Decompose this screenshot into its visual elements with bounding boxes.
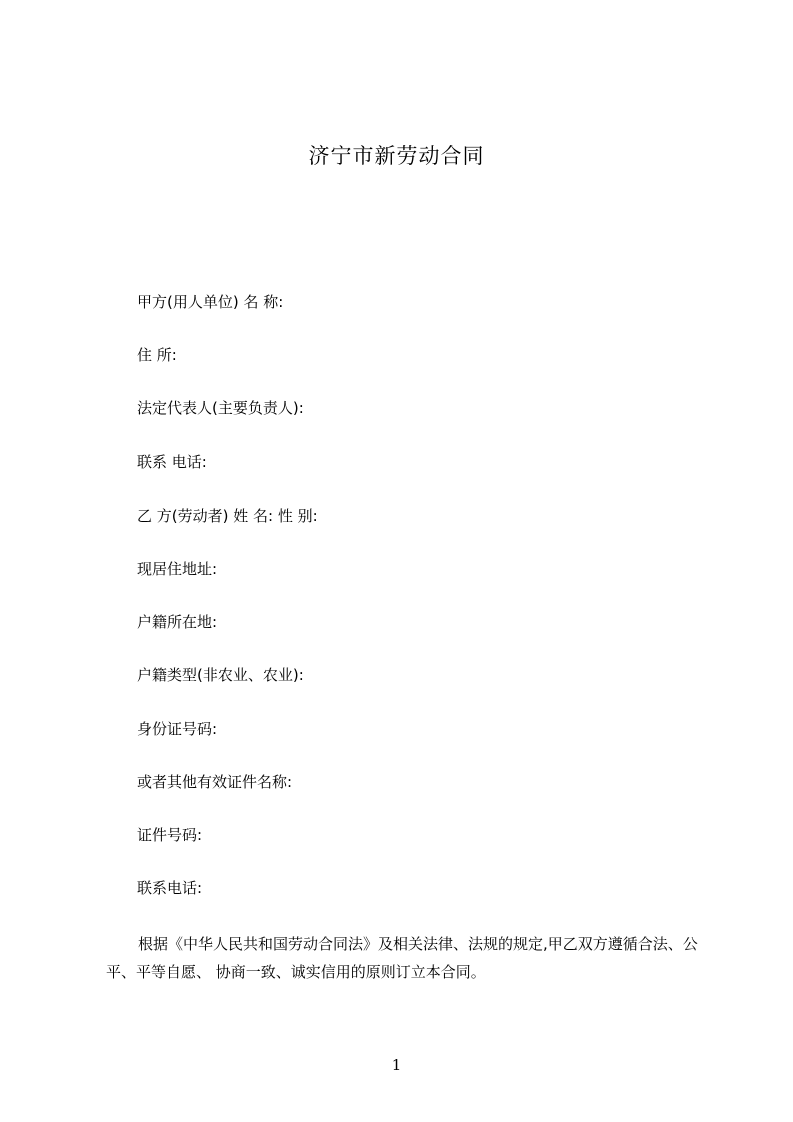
field-employee-name-gender: 乙 方(劳动者) 姓 名: 性 别: [137, 507, 318, 525]
field-other-id-name: 或者其他有效证件名称: [137, 773, 293, 791]
field-legal-representative: 法定代表人(主要负责人): [137, 399, 304, 417]
document-title: 济宁市新劳动合同 [308, 144, 485, 168]
field-employer-address: 住 所: [137, 346, 177, 364]
field-current-address: 现居住地址: [137, 560, 218, 578]
contract-preamble: 根据《中华人民共和国劳动合同法》及相关法律、法规的规定,甲乙双方遵循合法、公平、平等自愿、 协商一致、诚实信用的原则订立本合同。 [106, 935, 698, 981]
page-number: 1 [391, 1056, 402, 1074]
field-employee-phone: 联系电话: [137, 879, 203, 897]
field-employer-name: 甲方(用人单位) 名 称: [137, 293, 284, 311]
field-household-type: 户籍类型(非农业、农业): [137, 666, 304, 684]
field-id-doc-number: 证件号码: [137, 826, 203, 844]
field-employer-phone: 联系 电话: [137, 453, 207, 471]
field-household-registration: 户籍所在地: [137, 613, 218, 631]
field-id-number: 身份证号码: [137, 720, 218, 738]
